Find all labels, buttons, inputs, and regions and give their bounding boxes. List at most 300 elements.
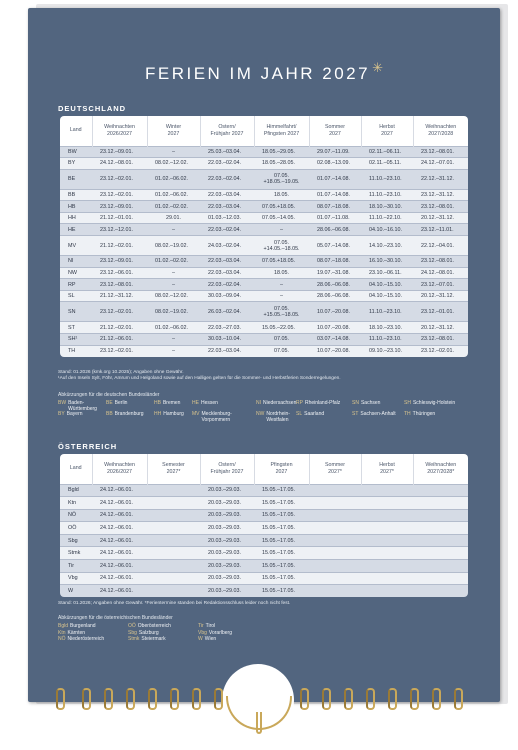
date-cell: 22.03.–02.04.	[200, 158, 254, 170]
date-cell: 28.06.–06.08.	[309, 224, 361, 236]
austria-abbreviations-title: Abkürzungen für die österreichischen Bundesländer	[58, 615, 173, 621]
column-header: Weihnachten 2026/2027	[92, 454, 147, 484]
abbreviation-code: BE	[106, 400, 113, 406]
date-cell: 07.05.	[254, 345, 309, 357]
table-row	[60, 585, 468, 598]
abbreviation-code: MV	[192, 411, 200, 417]
date-cell: 22.03.–27.03.	[200, 322, 254, 334]
abbreviation-name: Saarland	[304, 411, 325, 417]
date-cell	[147, 572, 200, 585]
date-cell	[147, 560, 200, 573]
date-cell: 01.02.–02.02.	[147, 256, 200, 268]
date-cell: 23.12.–08.01.	[413, 146, 468, 158]
binding-ring	[432, 688, 441, 710]
table-row	[60, 146, 468, 158]
date-cell	[361, 509, 413, 522]
abbreviation-name: Bayern	[66, 411, 83, 417]
state-code-cell: SL	[60, 290, 92, 302]
date-cell: 24.12.–06.01.	[92, 560, 147, 573]
date-cell: 03.07.–14.08.	[309, 334, 361, 346]
abbreviation-code: Ktn	[58, 629, 66, 636]
date-cell: 08.02.–12.02.	[147, 158, 200, 170]
date-cell: 20.03.–29.03.	[200, 560, 254, 573]
date-cell: 20.03.–29.03.	[200, 547, 254, 560]
date-cell: 22.03.–03.04.	[200, 267, 254, 279]
date-cell: 04.10.–15.10.	[361, 279, 413, 291]
abbreviation-code: NI	[256, 400, 261, 406]
date-cell	[361, 497, 413, 510]
table-row	[60, 279, 468, 291]
date-cell: –	[147, 224, 200, 236]
table-row	[60, 345, 468, 357]
state-code-cell: Sbg	[60, 534, 92, 547]
date-cell	[147, 585, 200, 598]
date-cell: 07.05.	[254, 334, 309, 346]
binding-ring	[300, 688, 309, 710]
date-cell: –	[254, 224, 309, 236]
date-cell: 20.12.–31.12.	[413, 212, 468, 224]
table-row	[60, 236, 468, 256]
column-header: Land	[60, 116, 92, 146]
table-row	[60, 267, 468, 279]
date-cell: 21.12.–02.01.	[92, 236, 147, 256]
table-row	[60, 509, 468, 522]
abbreviation-item	[404, 401, 455, 407]
date-cell: 29.01.	[147, 212, 200, 224]
state-code-cell: SH¹	[60, 334, 92, 346]
abbreviation-name: Salzburg	[138, 629, 159, 636]
date-cell: 28.06.–06.08.	[309, 279, 361, 291]
date-cell: 23.12.–02.01.	[92, 189, 147, 201]
date-cell: 15.05.–17.05.	[254, 572, 309, 585]
date-cell: 23.12.–02.01.	[92, 169, 147, 189]
abbreviation-name: Nordrhein- Westfalen	[266, 411, 290, 423]
abbreviation-name: Hessen	[200, 400, 218, 406]
abbreviation-item	[198, 637, 216, 643]
date-cell: 21.12.–06.01.	[92, 334, 147, 346]
date-cell: 01.02.–06.02.	[147, 322, 200, 334]
date-cell: 11.10.–23.10.	[361, 302, 413, 322]
table-row	[60, 560, 468, 573]
abbreviation-item	[154, 401, 180, 407]
date-cell	[147, 509, 200, 522]
date-cell	[147, 484, 200, 497]
state-code-cell: NW	[60, 267, 92, 279]
date-cell: –	[147, 267, 200, 279]
date-cell: 15.05.–22.05.	[254, 322, 309, 334]
date-cell	[361, 522, 413, 535]
abbreviation-name: Berlin	[114, 400, 128, 406]
abbreviation-item	[58, 637, 104, 643]
table-row	[60, 534, 468, 547]
date-cell: 04.10.–15.10.	[361, 290, 413, 302]
date-cell	[147, 497, 200, 510]
date-cell	[309, 560, 361, 573]
date-cell	[413, 560, 468, 573]
date-cell: 23.12.–12.01.	[92, 224, 147, 236]
date-cell: 15.05.–17.05.	[254, 534, 309, 547]
abbreviation-name: Kärnten	[67, 629, 86, 636]
date-cell	[147, 534, 200, 547]
abbreviation-item	[296, 401, 340, 407]
date-cell: 23.12.–02.01.	[92, 302, 147, 322]
abbreviation-item	[352, 412, 396, 418]
column-header: Herbst 2027*	[361, 454, 413, 484]
abbreviation-name: Thüringen	[412, 411, 436, 417]
date-cell: –	[254, 290, 309, 302]
date-cell: 02.11.–05.11.	[361, 158, 413, 170]
table-row	[60, 201, 468, 213]
abbreviation-name: Wien	[204, 636, 217, 643]
date-cell: 22.03.–02.04.	[200, 169, 254, 189]
abbreviation-name: Mecklenburg- Vorpommern	[201, 411, 232, 423]
date-cell: 07.05. +18.05.–19.05.	[254, 169, 309, 189]
abbreviation-item	[404, 412, 435, 418]
abbreviation-name: Vorarlberg	[208, 629, 232, 636]
state-code-cell: HB	[60, 201, 92, 213]
abbreviation-item	[128, 637, 166, 643]
date-cell: 02.08.–13.09.	[309, 158, 361, 170]
abbreviation-item	[192, 412, 232, 423]
date-cell: 01.02.–02.02.	[147, 201, 200, 213]
column-header: Land	[60, 454, 92, 484]
section-title-germany: DEUTSCHLAND	[58, 104, 127, 113]
date-cell: 24.12.–08.01.	[413, 267, 468, 279]
binding-ring	[56, 688, 65, 710]
date-cell: 23.12.–09.01.	[92, 256, 147, 268]
date-cell: 24.12.–08.01.	[92, 158, 147, 170]
binding-ring	[192, 688, 201, 710]
abbreviation-name: Rheinland-Pfalz	[304, 400, 341, 406]
state-code-cell: Vbg	[60, 572, 92, 585]
abbreviation-code: Tir	[198, 623, 204, 629]
date-cell: –	[254, 279, 309, 291]
date-cell: –	[147, 334, 200, 346]
date-cell: 10.07.–20.08.	[309, 345, 361, 357]
date-cell: 11.10.–22.10.	[361, 212, 413, 224]
binding-ring	[214, 688, 223, 710]
abbreviation-code: BW	[58, 400, 67, 406]
date-cell: 22.03.–03.04.	[200, 345, 254, 357]
abbreviation-item	[106, 412, 144, 418]
title-text: FERIEN IM JAHR 2027	[144, 64, 371, 83]
date-cell: 30.03.–09.04.	[200, 290, 254, 302]
date-cell: 24.12.–06.01.	[92, 522, 147, 535]
abbreviation-code: HH	[154, 411, 162, 417]
date-cell	[361, 484, 413, 497]
abbreviation-code: Stmk	[128, 636, 140, 643]
column-header: Weihnachten 2027/2028	[413, 116, 468, 146]
state-code-cell: Bgld	[60, 484, 92, 497]
table-row	[60, 256, 468, 268]
date-cell: 18.05.–28.05.	[254, 158, 309, 170]
date-cell: 18.05.	[254, 189, 309, 201]
column-header: Weihnachten 2027/2028*	[413, 454, 468, 484]
table-row	[60, 334, 468, 346]
abbreviation-code: SN	[352, 400, 359, 406]
date-cell: 23.12.–02.01.	[92, 345, 147, 357]
table-row	[60, 290, 468, 302]
date-cell: 23.12.–08.01.	[92, 279, 147, 291]
state-code-cell: Ktn	[60, 497, 92, 510]
column-header: Herbst 2027	[361, 116, 413, 146]
column-header: Weihnachten 2026/2027	[92, 116, 147, 146]
column-header: Ostern/ Frühjahr 2027	[200, 116, 254, 146]
date-cell: 18.05.–29.05.	[254, 146, 309, 158]
abbreviation-code: SH	[404, 400, 411, 406]
date-cell: 16.10.–30.10.	[361, 256, 413, 268]
date-cell	[309, 585, 361, 598]
date-cell: 15.05.–17.05.	[254, 484, 309, 497]
section-title-austria: ÖSTERREICH	[58, 442, 118, 451]
date-cell	[361, 572, 413, 585]
date-cell: 15.05.–17.05.	[254, 509, 309, 522]
date-cell: 21.12.–31.12.	[92, 290, 147, 302]
date-cell: 07.05.+18.05.	[254, 256, 309, 268]
binding-ring	[344, 688, 353, 710]
date-cell	[309, 547, 361, 560]
column-header: Ostern/ Frühjahr 2027	[200, 454, 254, 484]
abbreviation-item	[58, 412, 83, 418]
table-row	[60, 224, 468, 236]
date-cell: 20.03.–29.03.	[200, 522, 254, 535]
date-cell: 22.12.–31.12.	[413, 169, 468, 189]
date-cell: 01.02.–06.02.	[147, 189, 200, 201]
abbreviation-code: OÖ	[128, 623, 136, 629]
abbreviation-item	[128, 624, 171, 630]
date-cell: 07.05. +14.05.–18.05.	[254, 236, 309, 256]
state-code-cell: ST	[60, 322, 92, 334]
germany-footnote: ¹Auf den Inseln Sylt, Föhr, Amrum und Helgoland sowie auf den Halligen gelten für die Sommer- und Herbstferien Sonderregelungen.	[58, 376, 341, 381]
date-cell: 18.05.	[254, 267, 309, 279]
austria-holiday-table	[60, 454, 468, 597]
column-header: Pfingsten 2027	[254, 454, 309, 484]
column-header: Sommer 2027	[309, 116, 361, 146]
date-cell: 14.10.–23.10.	[361, 236, 413, 256]
abbreviation-code: ST	[352, 411, 359, 417]
state-code-cell: BW	[60, 146, 92, 158]
abbreviation-item	[154, 412, 184, 418]
date-cell: 23.12.–09.01.	[92, 201, 147, 213]
abbreviation-name: Baden- Württemberg	[68, 400, 97, 412]
binding-ring	[148, 688, 157, 710]
binding-ring	[170, 688, 179, 710]
date-cell	[361, 560, 413, 573]
table-row	[60, 484, 468, 497]
date-cell: 24.12.–06.01.	[92, 497, 147, 510]
date-cell: 26.03.–02.04.	[200, 302, 254, 322]
date-cell	[413, 572, 468, 585]
date-cell: 18.10.–30.10.	[361, 201, 413, 213]
abbreviation-code: SL	[296, 411, 303, 417]
date-cell: 20.03.–29.03.	[200, 585, 254, 598]
table-row	[60, 169, 468, 189]
date-cell: 21.12.–02.01.	[92, 322, 147, 334]
date-cell: 20.03.–29.03.	[200, 497, 254, 510]
date-cell: 24.12.–06.01.	[92, 534, 147, 547]
abbreviation-name: Niederösterreich	[67, 636, 105, 643]
date-cell: 22.03.–03.04.	[200, 201, 254, 213]
date-cell: 08.02.–12.02.	[147, 290, 200, 302]
abbreviation-item	[352, 401, 380, 407]
date-cell: 24.12.–06.01.	[92, 585, 147, 598]
calendar-page	[28, 8, 500, 702]
date-cell	[413, 484, 468, 497]
abbreviation-item	[106, 401, 127, 407]
date-cell: 24.12.–07.01.	[413, 158, 468, 170]
date-cell: 22.03.–03.04.	[200, 256, 254, 268]
date-cell: 01.07.–14.08.	[309, 189, 361, 201]
date-cell	[413, 497, 468, 510]
date-cell: 20.03.–29.03.	[200, 534, 254, 547]
date-cell: 04.10.–16.10.	[361, 224, 413, 236]
abbreviation-name: Steiermark	[141, 636, 166, 643]
state-code-cell: Stmk	[60, 547, 92, 560]
table-row	[60, 158, 468, 170]
date-cell: 23.12.–06.01.	[92, 267, 147, 279]
date-cell	[309, 484, 361, 497]
date-cell: 15.05.–17.05.	[254, 560, 309, 573]
date-cell: 15.05.–17.05.	[254, 547, 309, 560]
abbreviation-code: Bgld	[58, 623, 69, 629]
hanger-hook	[256, 712, 262, 734]
date-cell: 23.12.–09.01.	[92, 146, 147, 158]
date-cell: 23.12.–08.01.	[413, 201, 468, 213]
date-cell: 11.10.–23.10.	[361, 169, 413, 189]
date-cell: 11.10.–23.10.	[361, 189, 413, 201]
date-cell	[309, 497, 361, 510]
date-cell	[147, 522, 200, 535]
date-cell: 23.12.–11.01.	[413, 224, 468, 236]
abbreviation-item	[198, 624, 215, 630]
date-cell	[309, 534, 361, 547]
date-cell: 30.03.–10.04.	[200, 334, 254, 346]
state-code-cell: MV	[60, 236, 92, 256]
date-cell	[413, 585, 468, 598]
star-icon: ✳	[372, 60, 383, 75]
state-code-cell: W	[60, 585, 92, 598]
table-row	[60, 547, 468, 560]
abbreviation-name: Sachsen-Anhalt	[360, 411, 396, 417]
date-cell: –	[147, 279, 200, 291]
state-code-cell: SN	[60, 302, 92, 322]
date-cell: 18.10.–23.10.	[361, 322, 413, 334]
abbreviation-name: Hamburg	[163, 411, 184, 417]
binding-ring	[388, 688, 397, 710]
table-row	[60, 322, 468, 334]
state-code-cell: RP	[60, 279, 92, 291]
abbreviation-name: Oberösterreich	[137, 623, 171, 629]
abbreviation-name: Sachsen	[360, 400, 381, 406]
date-cell: 24.12.–06.01.	[92, 509, 147, 522]
date-cell: 07.05.+18.05.	[254, 201, 309, 213]
date-cell	[413, 534, 468, 547]
table-row	[60, 497, 468, 510]
date-cell	[413, 547, 468, 560]
date-cell: 21.12.–01.01.	[92, 212, 147, 224]
state-code-cell: Tir	[60, 560, 92, 573]
state-code-cell: OÖ	[60, 522, 92, 535]
date-cell: 08.07.–18.08.	[309, 256, 361, 268]
date-cell: 01.03.–12.03.	[200, 212, 254, 224]
date-cell: 07.05.–14.05.	[254, 212, 309, 224]
abbreviation-name: Schleswig-Holstein	[412, 400, 456, 406]
date-cell	[413, 509, 468, 522]
date-cell: 22.03.–03.04.	[200, 189, 254, 201]
germany-status-note: Stand: 01.2026 (kmk.org 10.2025); Angaben ohne Gewähr.	[58, 370, 184, 375]
column-header: Sommer 2027*	[309, 454, 361, 484]
date-cell: –	[147, 146, 200, 158]
abbreviation-name: Burgenland	[70, 623, 96, 629]
abbreviation-name: Niedersachsen	[263, 400, 297, 406]
date-cell: 01.02.–06.02.	[147, 169, 200, 189]
date-cell: 20.12.–31.12.	[413, 322, 468, 334]
column-header: Himmelfahrt/ Pfingsten 2027	[254, 116, 309, 146]
binding-ring	[126, 688, 135, 710]
abbreviation-code: TH	[404, 411, 411, 417]
abbreviation-code: NÖ	[58, 636, 66, 643]
date-cell: 10.07.–20.08.	[309, 322, 361, 334]
abbreviation-item	[296, 412, 324, 418]
date-cell: 23.12.–08.01.	[413, 256, 468, 268]
date-cell: 20.12.–31.12.	[413, 290, 468, 302]
abbreviation-item	[256, 401, 296, 407]
date-cell	[309, 509, 361, 522]
date-cell: –	[147, 345, 200, 357]
abbreviation-item	[58, 624, 96, 630]
date-cell: 08.07.–18.08.	[309, 201, 361, 213]
date-cell: 23.10.–06.11.	[361, 267, 413, 279]
table-row	[60, 522, 468, 535]
date-cell	[413, 522, 468, 535]
table-row	[60, 189, 468, 201]
column-header: Semester 2027*	[147, 454, 200, 484]
date-cell	[309, 572, 361, 585]
date-cell: 28.06.–06.08.	[309, 290, 361, 302]
table-row	[60, 302, 468, 322]
date-cell: 09.10.–23.10.	[361, 345, 413, 357]
date-cell: 23.12.–08.01.	[413, 334, 468, 346]
state-code-cell: BE	[60, 169, 92, 189]
date-cell: 05.07.–14.08.	[309, 236, 361, 256]
date-cell: 07.05. +15.05.–18.05.	[254, 302, 309, 322]
abbreviation-code: BY	[58, 411, 65, 417]
abbreviation-code: NW	[256, 411, 265, 417]
state-code-cell: NÖ	[60, 509, 92, 522]
date-cell	[361, 534, 413, 547]
date-cell: 20.03.–29.03.	[200, 484, 254, 497]
germany-holiday-table	[60, 116, 468, 357]
binding-ring	[410, 688, 419, 710]
binding-ring	[104, 688, 113, 710]
date-cell: 15.05.–17.05.	[254, 522, 309, 535]
state-code-cell: TH	[60, 345, 92, 357]
table-row	[60, 212, 468, 224]
date-cell: 08.02.–19.02.	[147, 236, 200, 256]
abbreviation-item	[192, 401, 218, 407]
date-cell: 20.03.–29.03.	[200, 572, 254, 585]
date-cell: 19.07.–31.08.	[309, 267, 361, 279]
binding-ring	[82, 688, 91, 710]
date-cell: 15.05.–17.05.	[254, 585, 309, 598]
austria-status-note: Stand: 01.2026; Angaben ohne Gewähr. *Ferientermine standen bei Redaktionsschluss leider noch nicht fest.	[58, 601, 291, 606]
state-code-cell: NI	[60, 256, 92, 268]
date-cell: 01.07.–11.08.	[309, 212, 361, 224]
abbreviation-name: Tirol	[205, 623, 216, 629]
date-cell: 11.10.–23.10.	[361, 334, 413, 346]
date-cell: 24.12.–06.01.	[92, 547, 147, 560]
date-cell: 29.07.–11.09.	[309, 146, 361, 158]
